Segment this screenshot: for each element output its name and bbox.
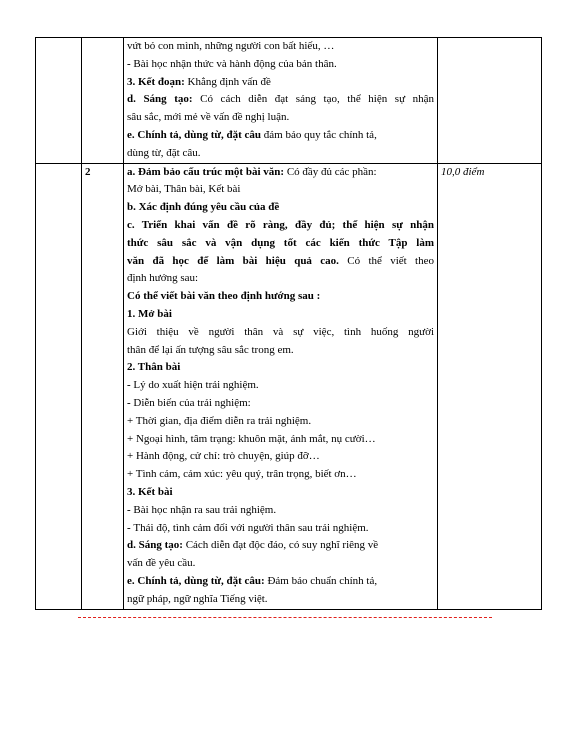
bullet-dash: -: [127, 379, 134, 392]
criteria-cell: [124, 38, 438, 164]
criteria-heading: 2. Thân bài: [127, 361, 181, 374]
criteria-text: + Thời gian, địa điểm diễn ra trải nghiệm.: [127, 414, 312, 427]
criteria-line: [127, 342, 434, 360]
criteria-line: [127, 199, 434, 217]
criteria-text: Đảm bảo chuẩn chính tả,: [264, 574, 378, 587]
dashed-divider: [78, 617, 492, 618]
criteria-line: [127, 270, 434, 288]
criteria-text: + Ngoại hình, tâm trạng: khuôn mặt, ánh mắt, nụ cười…: [127, 432, 376, 445]
criteria-heading: Có thể viết bài văn theo định hướng sau :: [127, 290, 321, 303]
criteria-cell: [124, 163, 438, 609]
criteria-line: [127, 537, 434, 555]
question-number-cell: [82, 38, 124, 164]
criteria-heading: e. Chính tả, dùng từ, đặt câu:: [127, 574, 265, 587]
criteria-text: Có cách diễn đạt sáng tạo, thể hiện sự nhận: [192, 93, 434, 106]
criteria-text: + Hành động, cử chỉ: trò chuyện, giúp đỡ…: [127, 450, 320, 463]
bullet-dash: -: [127, 57, 134, 70]
criteria-line: [127, 127, 434, 145]
criteria-line: [127, 145, 434, 163]
criteria-text: Thái độ, tình cảm đối với người thân sau trải nghiệm.: [133, 521, 369, 534]
criteria-text: Cách diễn đạt độc đáo, có suy nghĩ riêng về: [182, 539, 379, 552]
table-row-continuation: [36, 38, 542, 164]
criteria-heading: văn đã học để làm bài hiệu quả cao.: [127, 254, 339, 267]
criteria-heading: 1. Mở bài: [127, 307, 172, 320]
criteria-line: [127, 573, 434, 591]
criteria-line: [127, 253, 434, 271]
criteria-text: Mở bài, Thân bài, Kết bài: [127, 183, 241, 196]
criteria-heading: b. Xác định đúng yêu cầu của đề: [127, 201, 280, 214]
criteria-text: Diễn biến của trải nghiệm:: [133, 396, 251, 409]
criteria-text: đảm bảo quy tắc chính tả,: [261, 128, 377, 141]
criteria-line: [127, 235, 434, 253]
criteria-line: [127, 181, 434, 199]
criteria-text: Khẳng định vấn đề: [184, 75, 271, 88]
criteria-text: sâu sắc, mới mẻ về vấn đề nghị luận.: [127, 111, 290, 124]
criteria-line: [127, 38, 434, 56]
criteria-line: [127, 431, 434, 449]
criteria-text: Bài học nhận thức và hành động của bản thân.: [133, 57, 337, 70]
empty-cell: [36, 38, 82, 164]
criteria-heading: 3. Kết bài: [127, 485, 173, 498]
criteria-line: [127, 109, 434, 127]
criteria-heading: d. Sáng tạo:: [127, 93, 193, 106]
criteria-heading: thức sâu sắc và vận dụng tốt các kiến thức Tập làm: [127, 236, 434, 249]
criteria-line: [127, 164, 434, 182]
criteria-line: [127, 555, 434, 573]
criteria-text: Có thể viết theo: [338, 254, 435, 267]
grading-table: [35, 37, 542, 610]
criteria-line: [127, 466, 434, 484]
criteria-text: Giới thiệu về người thân và sự việc, tình huống người: [127, 325, 434, 338]
criteria-line: [127, 484, 434, 502]
criteria-line: [127, 448, 434, 466]
criteria-text: thân để lại ấn tượng sâu sắc trong em.: [127, 343, 294, 356]
criteria-text: + Tình cảm, cảm xúc: yêu quý, trân trọng, biết ơn…: [127, 468, 357, 481]
question-number-cell: 2: [82, 163, 124, 609]
criteria-line: [127, 91, 434, 109]
criteria-line: [127, 502, 434, 520]
criteria-line: [127, 395, 434, 413]
criteria-line: [127, 591, 434, 609]
criteria-heading: d. Sáng tạo:: [127, 539, 183, 552]
criteria-text: vứt bỏ con mình, những người con bất hiếu, …: [127, 40, 335, 52]
score-cell: [438, 38, 542, 164]
bullet-dash: -: [127, 521, 134, 534]
criteria-text: ngữ pháp, ngữ nghĩa Tiếng việt.: [127, 592, 268, 605]
criteria-heading: c. Triển khai vấn đề rõ ràng, đầy đủ; thể hiện sự nhận: [127, 218, 434, 231]
criteria-line: [127, 306, 434, 324]
bullet-dash: -: [127, 503, 134, 516]
criteria-line: [127, 359, 434, 377]
criteria-heading: a. Đảm bảo cấu trúc một bài văn:: [127, 165, 285, 178]
criteria-line: [127, 324, 434, 342]
empty-cell: [36, 163, 82, 609]
criteria-heading: 3. Kết đoạn:: [127, 75, 185, 88]
criteria-line: [127, 377, 434, 395]
criteria-text: định hướng sau:: [127, 272, 199, 285]
score-cell: 10,0 điểm: [438, 163, 542, 609]
criteria-text: Lý do xuất hiện trải nghiệm.: [133, 379, 259, 392]
criteria-line: [127, 56, 434, 74]
criteria-heading: e. Chính tả, dùng từ, đặt câu: [127, 128, 262, 141]
criteria-line: [127, 288, 434, 306]
criteria-text: dùng từ, đặt câu.: [127, 146, 201, 159]
criteria-text: Có đầy đủ các phần:: [284, 165, 377, 178]
criteria-line: [127, 74, 434, 92]
criteria-line: [127, 217, 434, 235]
table-row-question-2: [36, 163, 542, 609]
bullet-dash: -: [127, 396, 134, 409]
criteria-text: Bài học nhận ra sau trải nghiệm.: [133, 503, 277, 516]
criteria-line: [127, 413, 434, 431]
criteria-line: [127, 520, 434, 538]
criteria-text: vấn đề yêu cầu.: [127, 557, 196, 570]
